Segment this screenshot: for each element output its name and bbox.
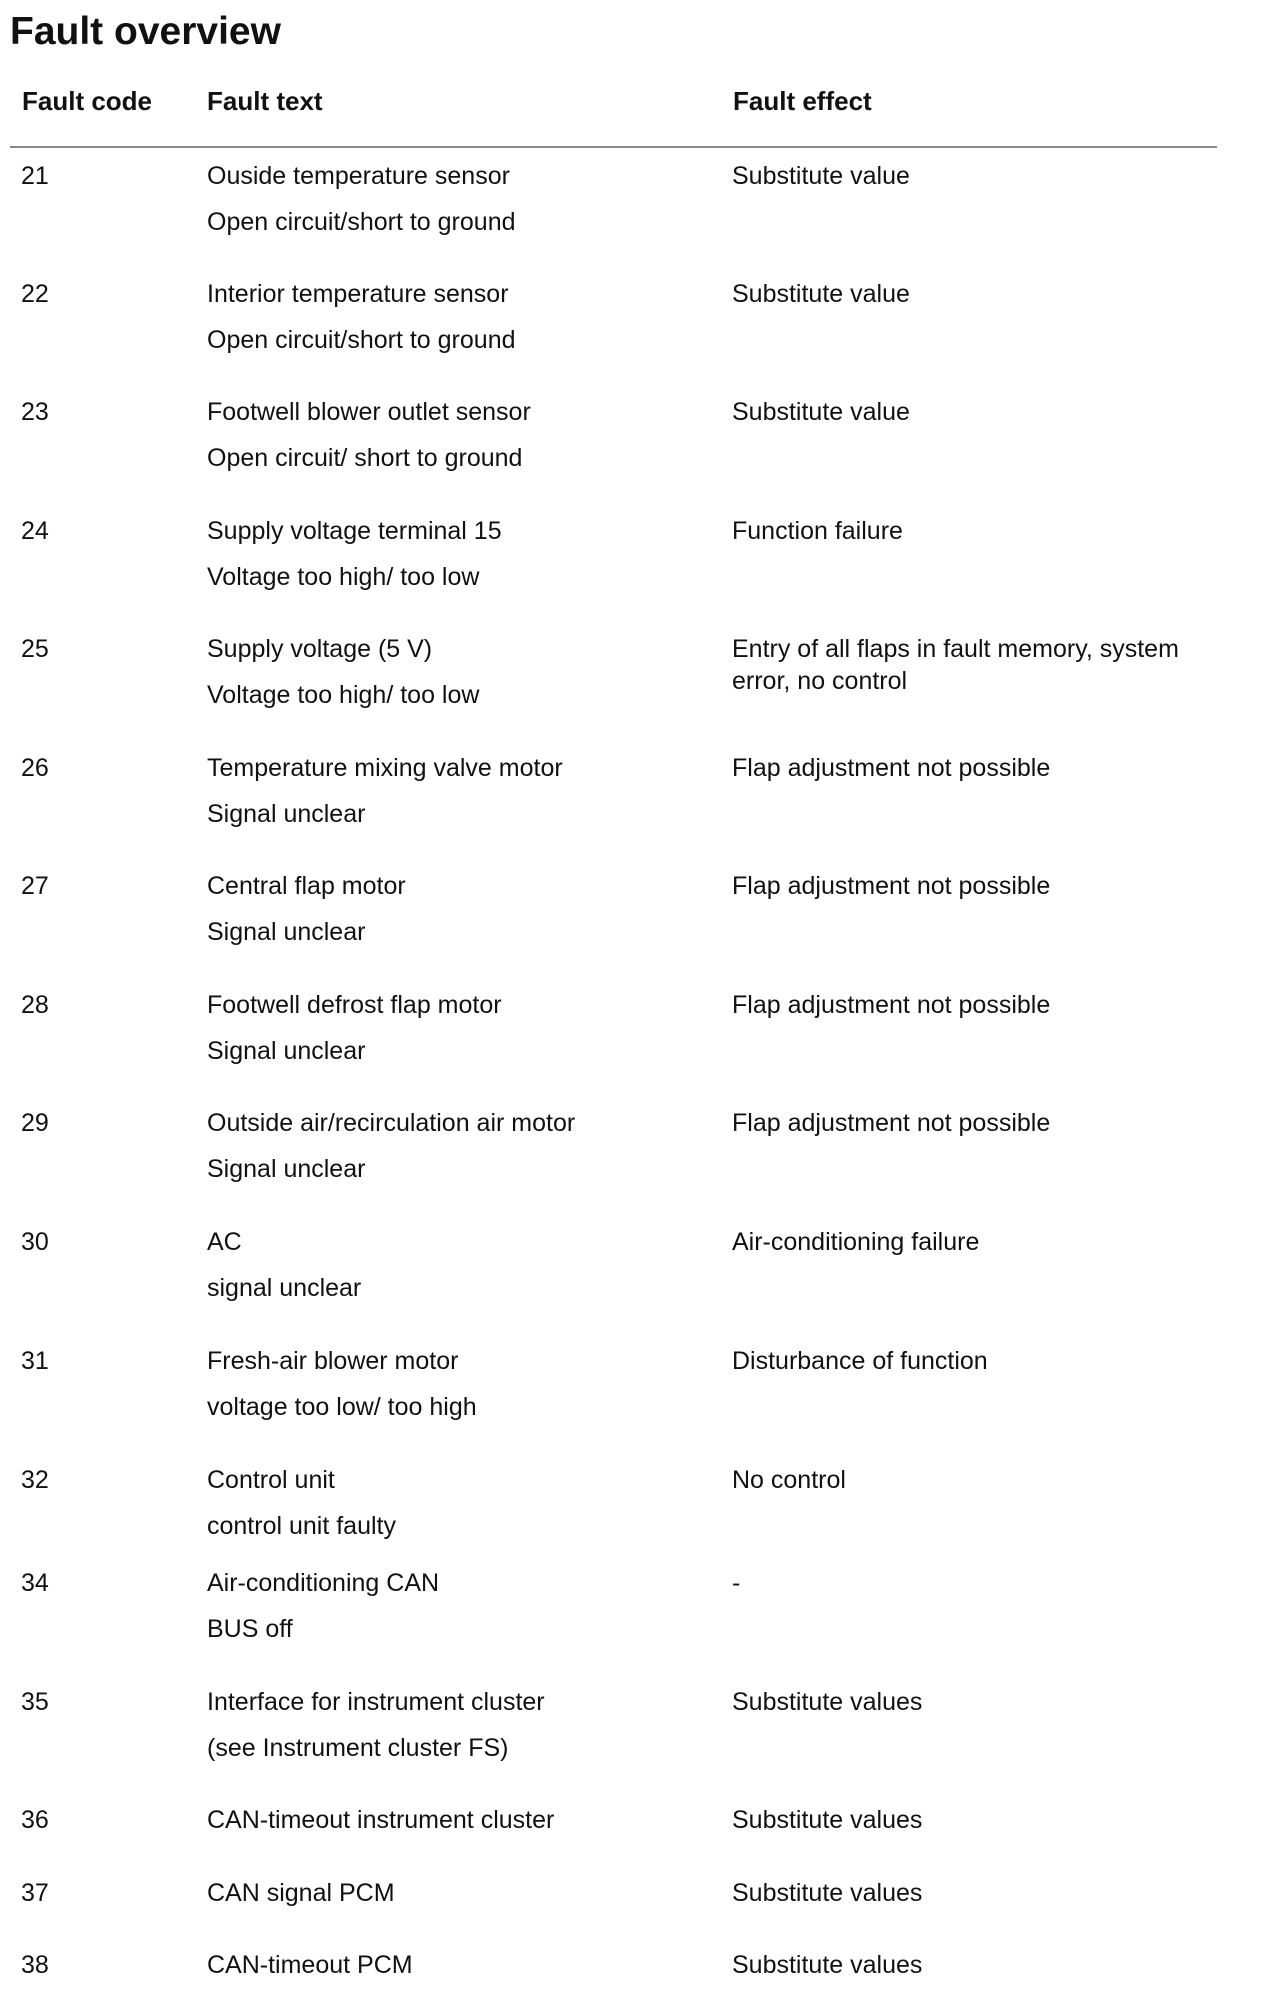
fault-text-primary: Interior temperature sensor	[207, 280, 509, 308]
fault-effect: Flap adjustment not possible	[732, 991, 1051, 1019]
fault-text-secondary: Open circuit/short to ground	[207, 208, 516, 236]
fault-text-secondary: Signal unclear	[207, 1037, 366, 1065]
fault-text-primary: Footwell blower outlet sensor	[207, 398, 531, 426]
fault-text-primary: Supply voltage terminal 15	[207, 517, 502, 545]
fault-text-primary: CAN-timeout PCM	[207, 1951, 413, 1979]
column-header-fault-text: Fault text	[207, 86, 323, 116]
fault-code: 37	[21, 1879, 49, 1907]
fault-code: 30	[21, 1228, 49, 1256]
fault-effect: No control	[732, 1466, 846, 1494]
fault-code: 25	[21, 635, 49, 663]
fault-text-secondary: (see Instrument cluster FS)	[207, 1734, 509, 1762]
fault-text-primary: Ouside temperature sensor	[207, 162, 510, 190]
fault-effect: Substitute values	[732, 1688, 923, 1716]
fault-text-primary: Temperature mixing valve motor	[207, 754, 563, 782]
fault-effect: -	[732, 1569, 741, 1597]
fault-effect: Substitute values	[732, 1806, 923, 1834]
fault-effect: Function failure	[732, 517, 903, 545]
fault-effect: Substitute values	[732, 1879, 923, 1907]
fault-text-primary: Interface for instrument cluster	[207, 1688, 545, 1716]
fault-text-secondary: voltage too low/ too high	[207, 1393, 477, 1421]
fault-text-primary: Central flap motor	[207, 872, 406, 900]
fault-effect: Air-conditioning failure	[732, 1228, 980, 1256]
fault-effect: Entry of all flaps in fault memory, system error, no control	[732, 635, 1179, 695]
fault-text-primary: AC	[207, 1228, 242, 1256]
fault-effect: Flap adjustment not possible	[732, 754, 1051, 782]
fault-text-secondary: BUS off	[207, 1615, 293, 1643]
fault-code: 21	[21, 162, 49, 190]
fault-effect: Substitute value	[732, 162, 910, 190]
fault-text-primary: Outside air/recirculation air motor	[207, 1109, 576, 1137]
fault-text-secondary: control unit faulty	[207, 1512, 396, 1540]
fault-text-primary: Supply voltage (5 V)	[207, 635, 433, 663]
fault-code: 29	[21, 1109, 49, 1137]
fault-code: 35	[21, 1688, 49, 1716]
fault-text-primary: Air-conditioning CAN	[207, 1569, 440, 1597]
fault-effect: Substitute value	[732, 280, 910, 308]
fault-code: 26	[21, 754, 49, 782]
fault-text-secondary: Signal unclear	[207, 800, 366, 828]
fault-text-primary: CAN-timeout instrument cluster	[207, 1806, 555, 1834]
fault-effect: Substitute value	[732, 398, 910, 426]
fault-text-primary: Control unit	[207, 1466, 335, 1494]
fault-text-secondary: Signal unclear	[207, 918, 366, 946]
fault-effect: Flap adjustment not possible	[732, 1109, 1051, 1137]
fault-code: 23	[21, 398, 49, 426]
fault-effect: Flap adjustment not possible	[732, 872, 1051, 900]
fault-text-secondary: Signal unclear	[207, 1155, 366, 1183]
fault-effect: Substitute values	[732, 1951, 923, 1979]
fault-text-secondary: Voltage too high/ too low	[207, 563, 480, 591]
fault-text-primary: Fresh-air blower motor	[207, 1347, 459, 1375]
page-title: Fault overview	[10, 10, 281, 53]
fault-code: 34	[21, 1569, 49, 1597]
fault-text-primary: Footwell defrost flap motor	[207, 991, 502, 1019]
fault-code: 28	[21, 991, 49, 1019]
fault-text-secondary: Open circuit/short to ground	[207, 326, 516, 354]
fault-code: 27	[21, 872, 49, 900]
fault-code: 36	[21, 1806, 49, 1834]
fault-text-secondary: Open circuit/ short to ground	[207, 444, 523, 472]
fault-code: 32	[21, 1466, 49, 1494]
column-header-fault-code: Fault code	[22, 86, 153, 116]
fault-text-secondary: signal unclear	[207, 1274, 362, 1302]
fault-effect: Disturbance of function	[732, 1347, 988, 1375]
fault-code: 22	[21, 280, 49, 308]
fault-text-primary: CAN signal PCM	[207, 1879, 395, 1907]
fault-code: 31	[21, 1347, 49, 1375]
fault-code: 38	[21, 1951, 49, 1979]
fault-text-secondary: Voltage too high/ too low	[207, 681, 480, 709]
column-header-fault-effect: Fault effect	[733, 86, 872, 116]
fault-code: 24	[21, 517, 49, 545]
